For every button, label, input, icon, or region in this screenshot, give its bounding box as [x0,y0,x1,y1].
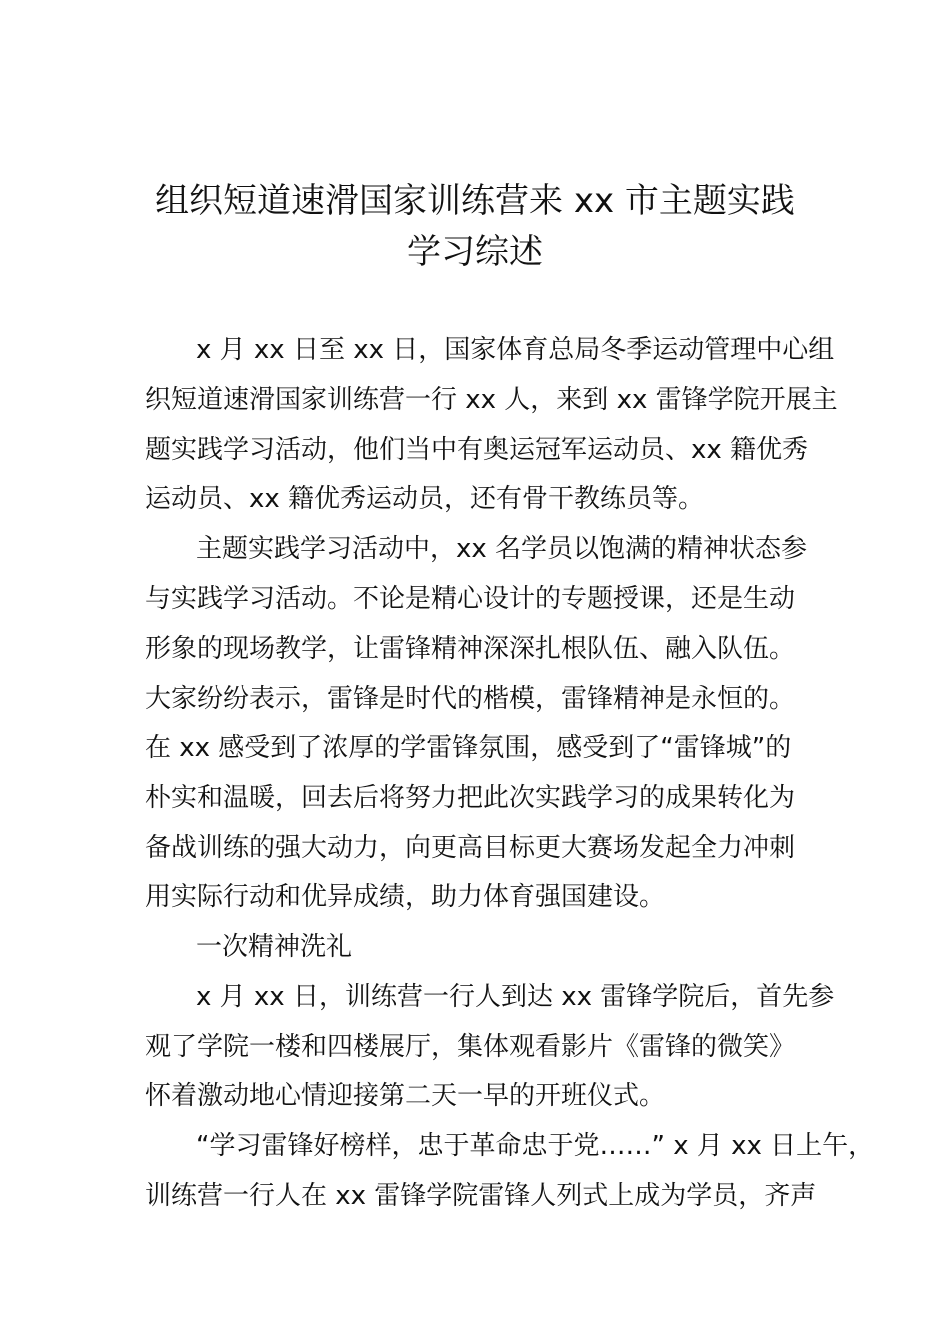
paragraph-4-line: 训练营一行人在 xx 雷锋学院雷锋人列式上成为学员，齐声 [145,1181,817,1211]
paragraph-2-line: 与实践学习活动。不论是精心设计的专题授课，还是生动 [145,584,796,614]
paragraph-1-line: 织短道速滑国家训练营一行 xx 人，来到 xx 雷锋学院开展主 [145,385,838,415]
paragraph-2-line: 主题实践学习活动中，xx 名学员以饱满的精神状态参 [196,534,808,564]
paragraph-3-line: 怀着激动地心情迎接第二天一早的开班仪式。 [145,1081,666,1111]
paragraph-3-line: 观了学院一楼和四楼展厅，集体观看影片《雷锋的微笑》 [145,1032,796,1062]
paragraph-1-line: 运动员、xx 籍优秀运动员，还有骨干教练员等。 [145,484,705,514]
paragraph-1-line: 题实践学习活动，他们当中有奥运冠军运动员、xx 籍优秀 [145,435,809,465]
paragraph-2-line: 朴实和温暖，回去后将努力把此次实践学习的成果转化为 [145,783,796,813]
paragraph-3-line: x 月 xx 日，训练营一行人到达 xx 雷锋学院后，首先参 [196,982,835,1012]
section-heading: 一次精神洗礼 [196,932,353,962]
paragraph-2-line: 大家纷纷表示，雷锋是时代的楷模，雷锋精神是永恒的。 [145,684,796,714]
paragraph-2-line: 形象的现场教学，让雷锋精神深深扎根队伍、融入队伍。 [145,634,796,664]
document-title-line-1: 组织短道速滑国家训练营来 xx 市主题实践 [155,181,795,221]
document-title-line-2: 学习综述 [407,232,543,272]
paragraph-2-line: 备战训练的强大动力，向更高目标更大赛场发起全力冲刺 [145,833,796,863]
paragraph-2-line: 用实际行动和优异成绩，助力体育强国建设。 [145,882,666,912]
paragraph-2-line: 在 xx 感受到了浓厚的学雷锋氛围，感受到了“雷锋城”的 [145,733,792,763]
paragraph-1-line: x 月 xx 日至 xx 日，国家体育总局冬季运动管理中心组 [196,335,835,365]
paragraph-4-line: “学习雷锋好榜样，忠于革命忠于党……” x 月 xx 日上午， [196,1131,875,1161]
